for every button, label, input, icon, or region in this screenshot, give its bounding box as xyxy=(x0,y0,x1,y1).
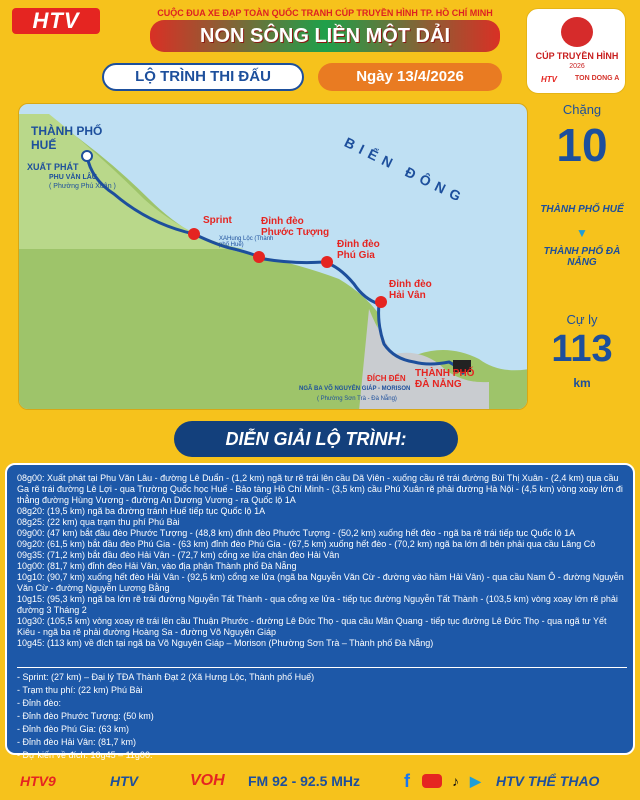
route-details xyxy=(5,463,635,760)
race-subtitle: CUỘC ĐUA XE ĐẠP TOÀN QUỐC TRANH CÚP TRUYỀN HÌNH TP. HỒ CHÍ MINH xyxy=(157,8,493,18)
schedule-item: 09g00: (47 km) bắt đầu đèo Phước Tượng - (48,8 km) đỉnh đèo Phước Tượng - (50,2 km) xuống hết đèo - ngã ba rẽ trái tiếp tục Quốc lộ 1A xyxy=(17,528,576,538)
finish-label: ĐÍCH ĐẾN xyxy=(367,374,406,383)
note-item: - Đỉnh đèo Phú Gia: (63 km) xyxy=(17,724,130,734)
sprint-label: Sprint xyxy=(203,215,232,226)
distance-value: 113 xyxy=(551,328,613,370)
finish-place: NGÃ BA VÕ NGUYÊN GIÁP - MORISON xyxy=(299,386,411,392)
divider xyxy=(17,667,627,668)
schedule-item: 10g10: (90,7 km) xuống hết đèo Hải Vân - (92,5 km) cổng xe lửa (ngã ba Nguyễn Văn Cừ - đường vào hầm Hải Vân) - qua cầu Nam Ô - đường Nguyễn Văn Cừ - đường Nguyễn Lương Bằng xyxy=(17,572,624,593)
sprint-place: XAHung Lộc (Thành phố Huế) xyxy=(219,236,274,248)
note-item: - Dự kiến về đích: 10g45 – 11g00. xyxy=(17,750,153,760)
pass2-pin-icon xyxy=(321,256,333,268)
to-city: THÀNH PHỐ ĐÀ NẴNG xyxy=(543,246,621,268)
from-city: THÀNH PHỐ HUẾ xyxy=(540,204,624,215)
schedule-item: 08g20: (19,5 km) ngã ba đường tránh Huế tiếp tục Quốc lộ 1A xyxy=(17,506,266,516)
cup-sponsor-logo: TON DONG A xyxy=(575,75,620,82)
pass1-pin-icon xyxy=(253,251,265,263)
start-place: PHU VĂN LÂU xyxy=(49,174,97,181)
note-item: - Đỉnh đèo: xyxy=(17,698,62,708)
play-icon[interactable]: ▶ xyxy=(470,773,481,789)
stage-number: 10 xyxy=(556,119,608,171)
cup-htv-logo: HTV xyxy=(541,75,557,84)
start-ward: ( Phường Phú Xuân ) xyxy=(49,183,116,190)
finish-city-label: THÀNH PHỐ ĐÀ NẴNG xyxy=(415,368,475,390)
cup-year: 2026 xyxy=(569,63,585,70)
schedule-item: 10g45: (113 km) về đích tại ngã ba Võ Nguyên Giáp – Morison (Phường Sơn Trà – Thành phố Đà Nẵng) xyxy=(17,638,434,648)
voh-logo: VOH xyxy=(190,772,225,789)
htv-sport-logo: HTV THỂ THAO xyxy=(496,773,600,789)
htv9-logo: HTV9 xyxy=(20,773,56,789)
route-description-banner: DIỄN GIẢI LỘ TRÌNH: xyxy=(174,421,458,457)
facebook-icon[interactable]: f xyxy=(404,771,410,791)
cup-title: CÚP TRUYỀN HÌNH xyxy=(535,51,619,61)
pass3-label: Đỉnh đèo Hải Vân xyxy=(389,279,432,301)
schedule-item: 10g30: (105,5 km) vòng xoay rẽ trái lên cầu Thuận Phước - đường Lê Đức Thọ - qua cầu Mân Quang - tiếp tục đường Lê Đức Thọ - qua ngã tư Yết Kiêu - ngã ba rẽ phải đường Hoàng Sa - đường Võ Nguyên Giáp xyxy=(17,616,607,637)
sprint-pin-icon xyxy=(188,228,200,240)
notes-list xyxy=(17,671,627,760)
sea-label: BIỂN ĐÔNG xyxy=(341,134,469,207)
note-item: - Sprint: (27 km) – Đại lý TĐA Thành Đạt 2 (Xã Hưng Lộc, Thành phố Huế) xyxy=(17,672,315,682)
schedule-item: 08g00: Xuất phát tại Phu Văn Lâu - đường Lê Duẩn - (1,2 km) ngã tư rẽ trái lên cầu Dã Viên - xuống cầu rẽ trái đường Bùi Thị Xuân - (2,4 km) qua cầu Ga rẽ trái đường Lê Lợi - qua Trường Quốc học Huế - Bảo tàng Hồ Chí Minh - (3,5 km) cầu Phú Xuân rẽ phải đường Hà Nội - (4,5 km) vòng xoay lớn đi thẳng đường Hùng Vương - đường An Dương Vương - ra Quốc lộ 1A xyxy=(17,473,623,505)
tiktok-icon[interactable]: ♪ xyxy=(452,773,459,789)
note-item: - Trạm thu phí: (22 km) Phú Bài xyxy=(17,685,143,695)
start-label: XUẤT PHÁT xyxy=(27,162,79,172)
start-marker-icon xyxy=(82,151,92,161)
schedule-item: 08g25: (22 km) qua trạm thu phí Phú Bài xyxy=(17,517,180,527)
arrow-down-icon: ▼ xyxy=(576,226,588,240)
date-label: Ngày 13/4/2026 xyxy=(318,63,502,91)
footer xyxy=(0,762,640,800)
cyclist-icon xyxy=(561,17,593,47)
stage-label: Chặng xyxy=(562,102,602,117)
stage-panel xyxy=(532,96,632,396)
note-item: - Đỉnh đèo Phước Tượng: (50 km) xyxy=(17,711,154,721)
distance-unit: km xyxy=(573,376,591,390)
htv-logo-footer: HTV xyxy=(110,773,138,789)
fm-frequency: FM 92 - 92.5 MHz xyxy=(248,773,361,789)
route-label: LỘ TRÌNH THI ĐẤU xyxy=(102,63,304,91)
youtube-icon[interactable] xyxy=(422,774,442,788)
pass2-label: Đỉnh đèo Phú Gia xyxy=(337,239,380,261)
pass3-pin-icon xyxy=(375,296,387,308)
schedule-item: 10g00: (81,7 km) đỉnh đèo Hải Vân, vào địa phận Thành phố Đà Nẵng xyxy=(17,561,297,571)
schedule-list xyxy=(17,473,627,665)
schedule-item: 10g15: (95,3 km) ngã ba lớn rẽ trái đường Nguyễn Tất Thành - qua cổng xe lửa - tiếp tục đường Nguyễn Tất Thành - (103,5 km) vòng xoay lớn rẽ phải đường 3 Tháng 2 xyxy=(17,594,618,615)
route-map xyxy=(18,103,528,410)
finish-ward: ( Phường Sơn Trà - Đà Nẵng) xyxy=(317,396,397,402)
race-title: NON SÔNG LIỀN MỘT DẢI xyxy=(150,20,500,52)
distance-label: Cự ly xyxy=(566,312,598,327)
pass1-label: Đỉnh đèo Phước Tượng xyxy=(261,216,330,238)
note-item: - Đỉnh đèo Hải Vân: (81,7 km) xyxy=(17,737,137,747)
schedule-item: 09g20: (61,5 km) bắt đầu đèo Phú Gia - (63 km) đỉnh đèo Phú Gia - (67,5 km) xuống hết đèo - (70,2 km) ngã ba lớn đi bên phải qua cầu Lăng Cô xyxy=(17,539,596,549)
cup-badge xyxy=(526,8,626,94)
schedule-item: 09g35: (71,2 km) bắt đầu đèo Hải Vân - (72,7 km) cổng xe lửa chân đèo Hải Vân xyxy=(17,550,340,560)
htv-logo: HTV xyxy=(12,8,100,34)
start-city-label: THÀNH PHỐ HUẾ xyxy=(31,124,103,152)
